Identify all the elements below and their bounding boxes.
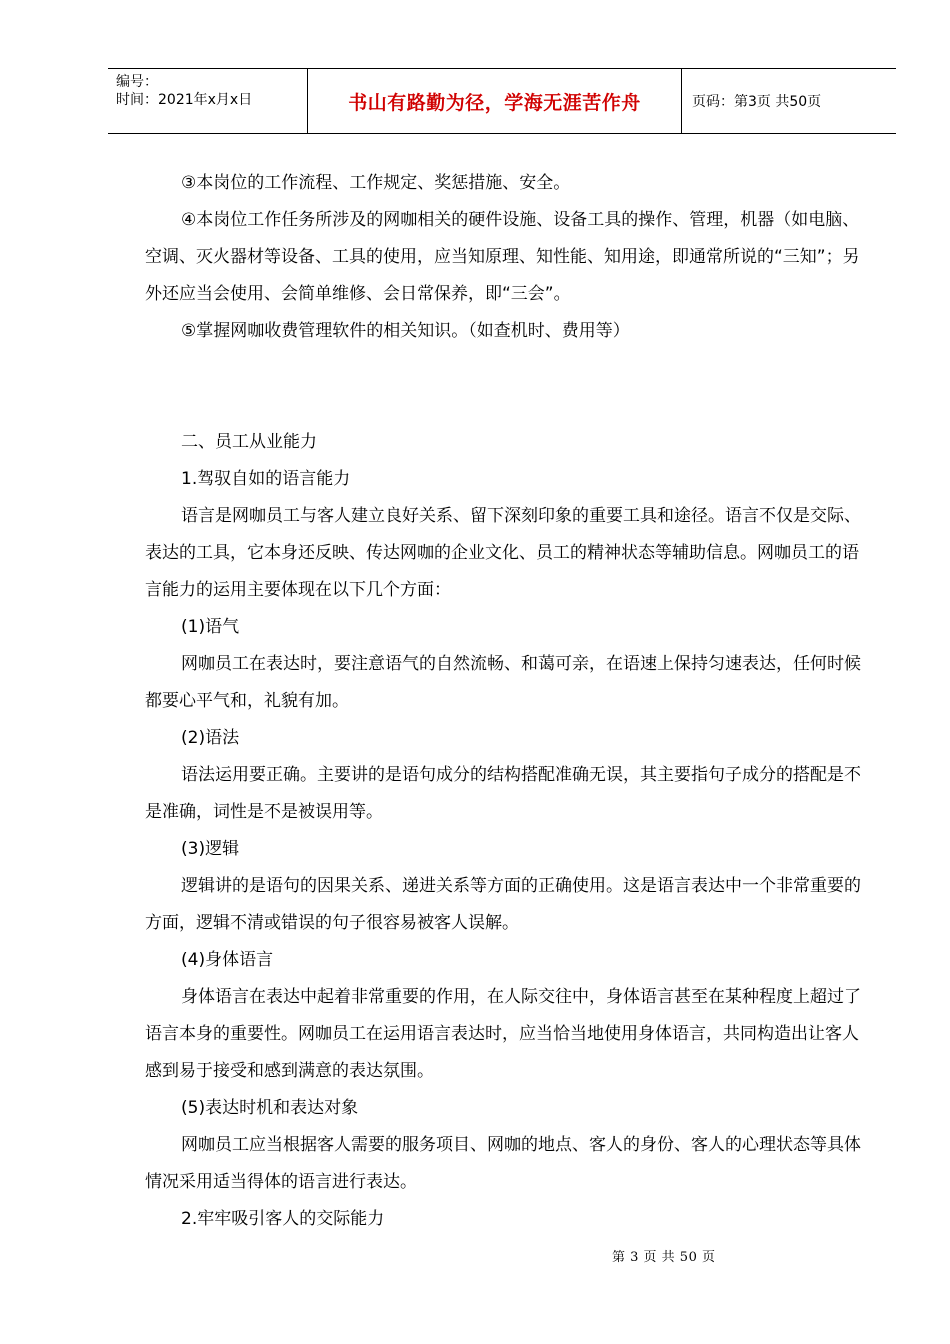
item-heading: (4)身体语言 xyxy=(181,950,274,970)
header-meta xyxy=(108,69,308,133)
blank-space xyxy=(145,350,875,424)
header-motto: 书山有路勤为径，学海无涯苦作舟 xyxy=(348,91,641,114)
paragraph: 网咖员工应当根据客人需要的服务项目、网咖的地点、客人的身份、客人的心理状态等具体情况采用适当得体的语言进行表达。 xyxy=(145,1135,861,1192)
subsection-heading: 2.牢牢吸引客人的交际能力 xyxy=(181,1209,385,1229)
page-footer: 第 3 页 共 50 页 xyxy=(612,1250,716,1265)
paragraph: ④本岗位工作任务所涉及的网咖相关的硬件设施、设备工具的操作、管理，机器（如电脑、空调、灭火器材等设备、工具的使用，应当知原理、知性能、知用途，即通常所说的“三知”；另外还应当会使用、会简单维修、会日常保养，即“三会”。 xyxy=(145,210,860,304)
paragraph: 网咖员工在表达时，要注意语气的自然流畅、和蔼可亲，在语速上保持匀速表达，任何时候都要心平气和，礼貌有加。 xyxy=(145,654,861,711)
document-number: 编号： xyxy=(116,74,158,90)
header-page-info: 页码：第3页 共50页 xyxy=(692,94,822,110)
item-heading: (5)表达时机和表达对象 xyxy=(181,1098,359,1118)
paragraph: ⑤掌握网咖收费管理软件的相关知识。（如查机时、费用等） xyxy=(181,321,630,341)
document-body xyxy=(145,165,875,1238)
paragraph: 逻辑讲的是语句的因果关系、递进关系等方面的正确使用。这是语言表达中一个非常重要的方面，逻辑不清或错误的句子很容易被客人误解。 xyxy=(145,876,861,933)
subsection-heading: 1.驾驭自如的语言能力 xyxy=(181,469,351,489)
header-motto-cell xyxy=(308,69,682,133)
item-heading: (1)语气 xyxy=(181,617,240,637)
document-time: 时间：2021年x月x日 xyxy=(116,92,253,108)
paragraph: 语言是网咖员工与客人建立良好关系、留下深刻印象的重要工具和途径。语言不仅是交际、表达的工具，它本身还反映、传达网咖的企业文化、员工的精神状态等辅助信息。网咖员工的语言能力的运用主要体现在以下几个方面： xyxy=(145,506,861,600)
item-heading: (2)语法 xyxy=(181,728,240,748)
paragraph: ③本岗位的工作流程、工作规定、奖惩措施、安全。 xyxy=(181,173,571,193)
paragraph: 语法运用要正确。主要讲的是语句成分的结构搭配准确无误，其主要指句子成分的搭配是不是准确，词性是不是被误用等。 xyxy=(145,765,861,822)
header-page-cell xyxy=(682,69,896,133)
item-heading: (3)逻辑 xyxy=(181,839,240,859)
section-heading: 二、员工从业能力 xyxy=(181,432,317,452)
page-header xyxy=(108,68,896,134)
paragraph: 身体语言在表达中起着非常重要的作用，在人际交往中，身体语言甚至在某种程度上超过了语言本身的重要性。网咖员工在运用语言表达时，应当恰当地使用身体语言，共同构造出让客人感到易于接受和感到满意的表达氛围。 xyxy=(145,987,861,1081)
